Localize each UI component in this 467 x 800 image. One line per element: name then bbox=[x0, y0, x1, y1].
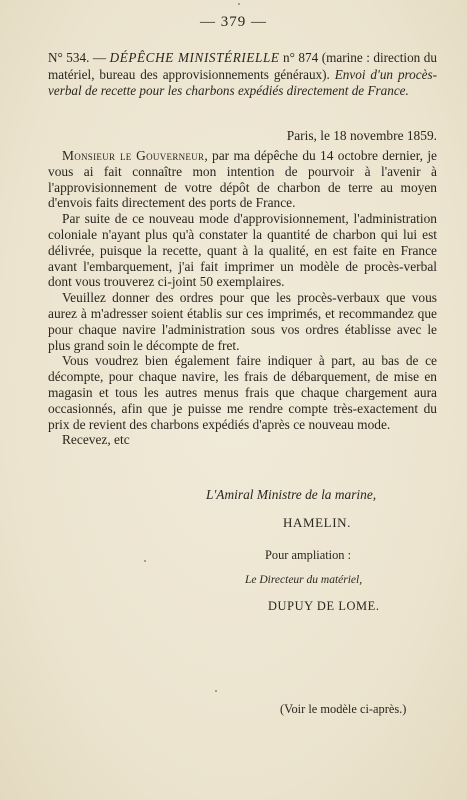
letter-body bbox=[48, 148, 437, 448]
paragraph-4: Vous voudrez bien également faire indiquer à part, au bas de ce décompte, pour chaque navire, les frais de débarquement, de mise en magasin et tous les autres menus frais que chaque chargement aura occasionnés, afin que je puisse me rendre compte très-exactement du prix de revient des charbons expédiés d'après ce nouveau mode. bbox=[48, 353, 437, 432]
dispatch-number: N° 534. bbox=[48, 50, 90, 65]
paper-speck bbox=[144, 560, 146, 562]
closing: Recevez, etc bbox=[62, 432, 130, 448]
salutation: Monsieur le Gouverneur bbox=[62, 148, 205, 163]
page-number: — 379 — bbox=[200, 14, 267, 30]
dispatch-subject: Envoi d'un procès-verbal de recette pour les charbons expédiés directement de France. bbox=[48, 66, 437, 98]
signatory-name: HAMELIN. bbox=[283, 515, 351, 530]
paragraph-2: Par suite de ce nouveau mode d'approvisionnement, l'administration coloniale n'ayant plus qu'à constater la quantité de charbon qui lui est délivrée, puisque la recette, quant à la qualité, en est faite en France avant l'embarquement, j'ai fait imprimer un modèle de procès-verbal dont vous trouverez ci-joint 50 exemplaires. bbox=[48, 211, 437, 290]
dispatch-title: DÉPÊCHE MINISTÉRIELLE bbox=[109, 50, 280, 65]
ampliation-label: Pour ampliation : bbox=[265, 548, 352, 562]
document-heading bbox=[48, 50, 437, 100]
dispatch-detail: n° 874 (marine : direction du matériel, bureau des approvisionnements généraux). bbox=[48, 50, 437, 82]
director-name: DUPUY DE LOME. bbox=[268, 599, 380, 613]
paper-speck bbox=[215, 690, 217, 692]
paragraph-1 bbox=[48, 148, 437, 211]
paragraph-3: Veuillez donner des ordres pour que les procès-verbaux que vous aurez à m'adresser soient établis sur ces imprimés, et recommandez que pour chaque navire l'administration sous vos ordres établisse avec le plus grand soin le décompte de fret. bbox=[48, 290, 437, 353]
heading-dash: — bbox=[89, 50, 110, 65]
paragraph-1-text: , par ma dépêche du 14 octobre dernier, je vous ai fait connaître mon intention de pourvoir à l'avenir à l'approvisionnement de votre dépôt de charbon de terre au moyen d'envois faits directement des ports de France. bbox=[48, 148, 437, 211]
paper-speck bbox=[238, 3, 240, 5]
dateline: Paris, le 18 novembre 1859. bbox=[286, 128, 437, 143]
footnote: (Voir le modèle ci-après.) bbox=[280, 702, 407, 716]
director-title: Le Directeur du matériel, bbox=[245, 574, 363, 586]
signatory-role: L'Amiral Ministre de la marine, bbox=[206, 487, 377, 502]
